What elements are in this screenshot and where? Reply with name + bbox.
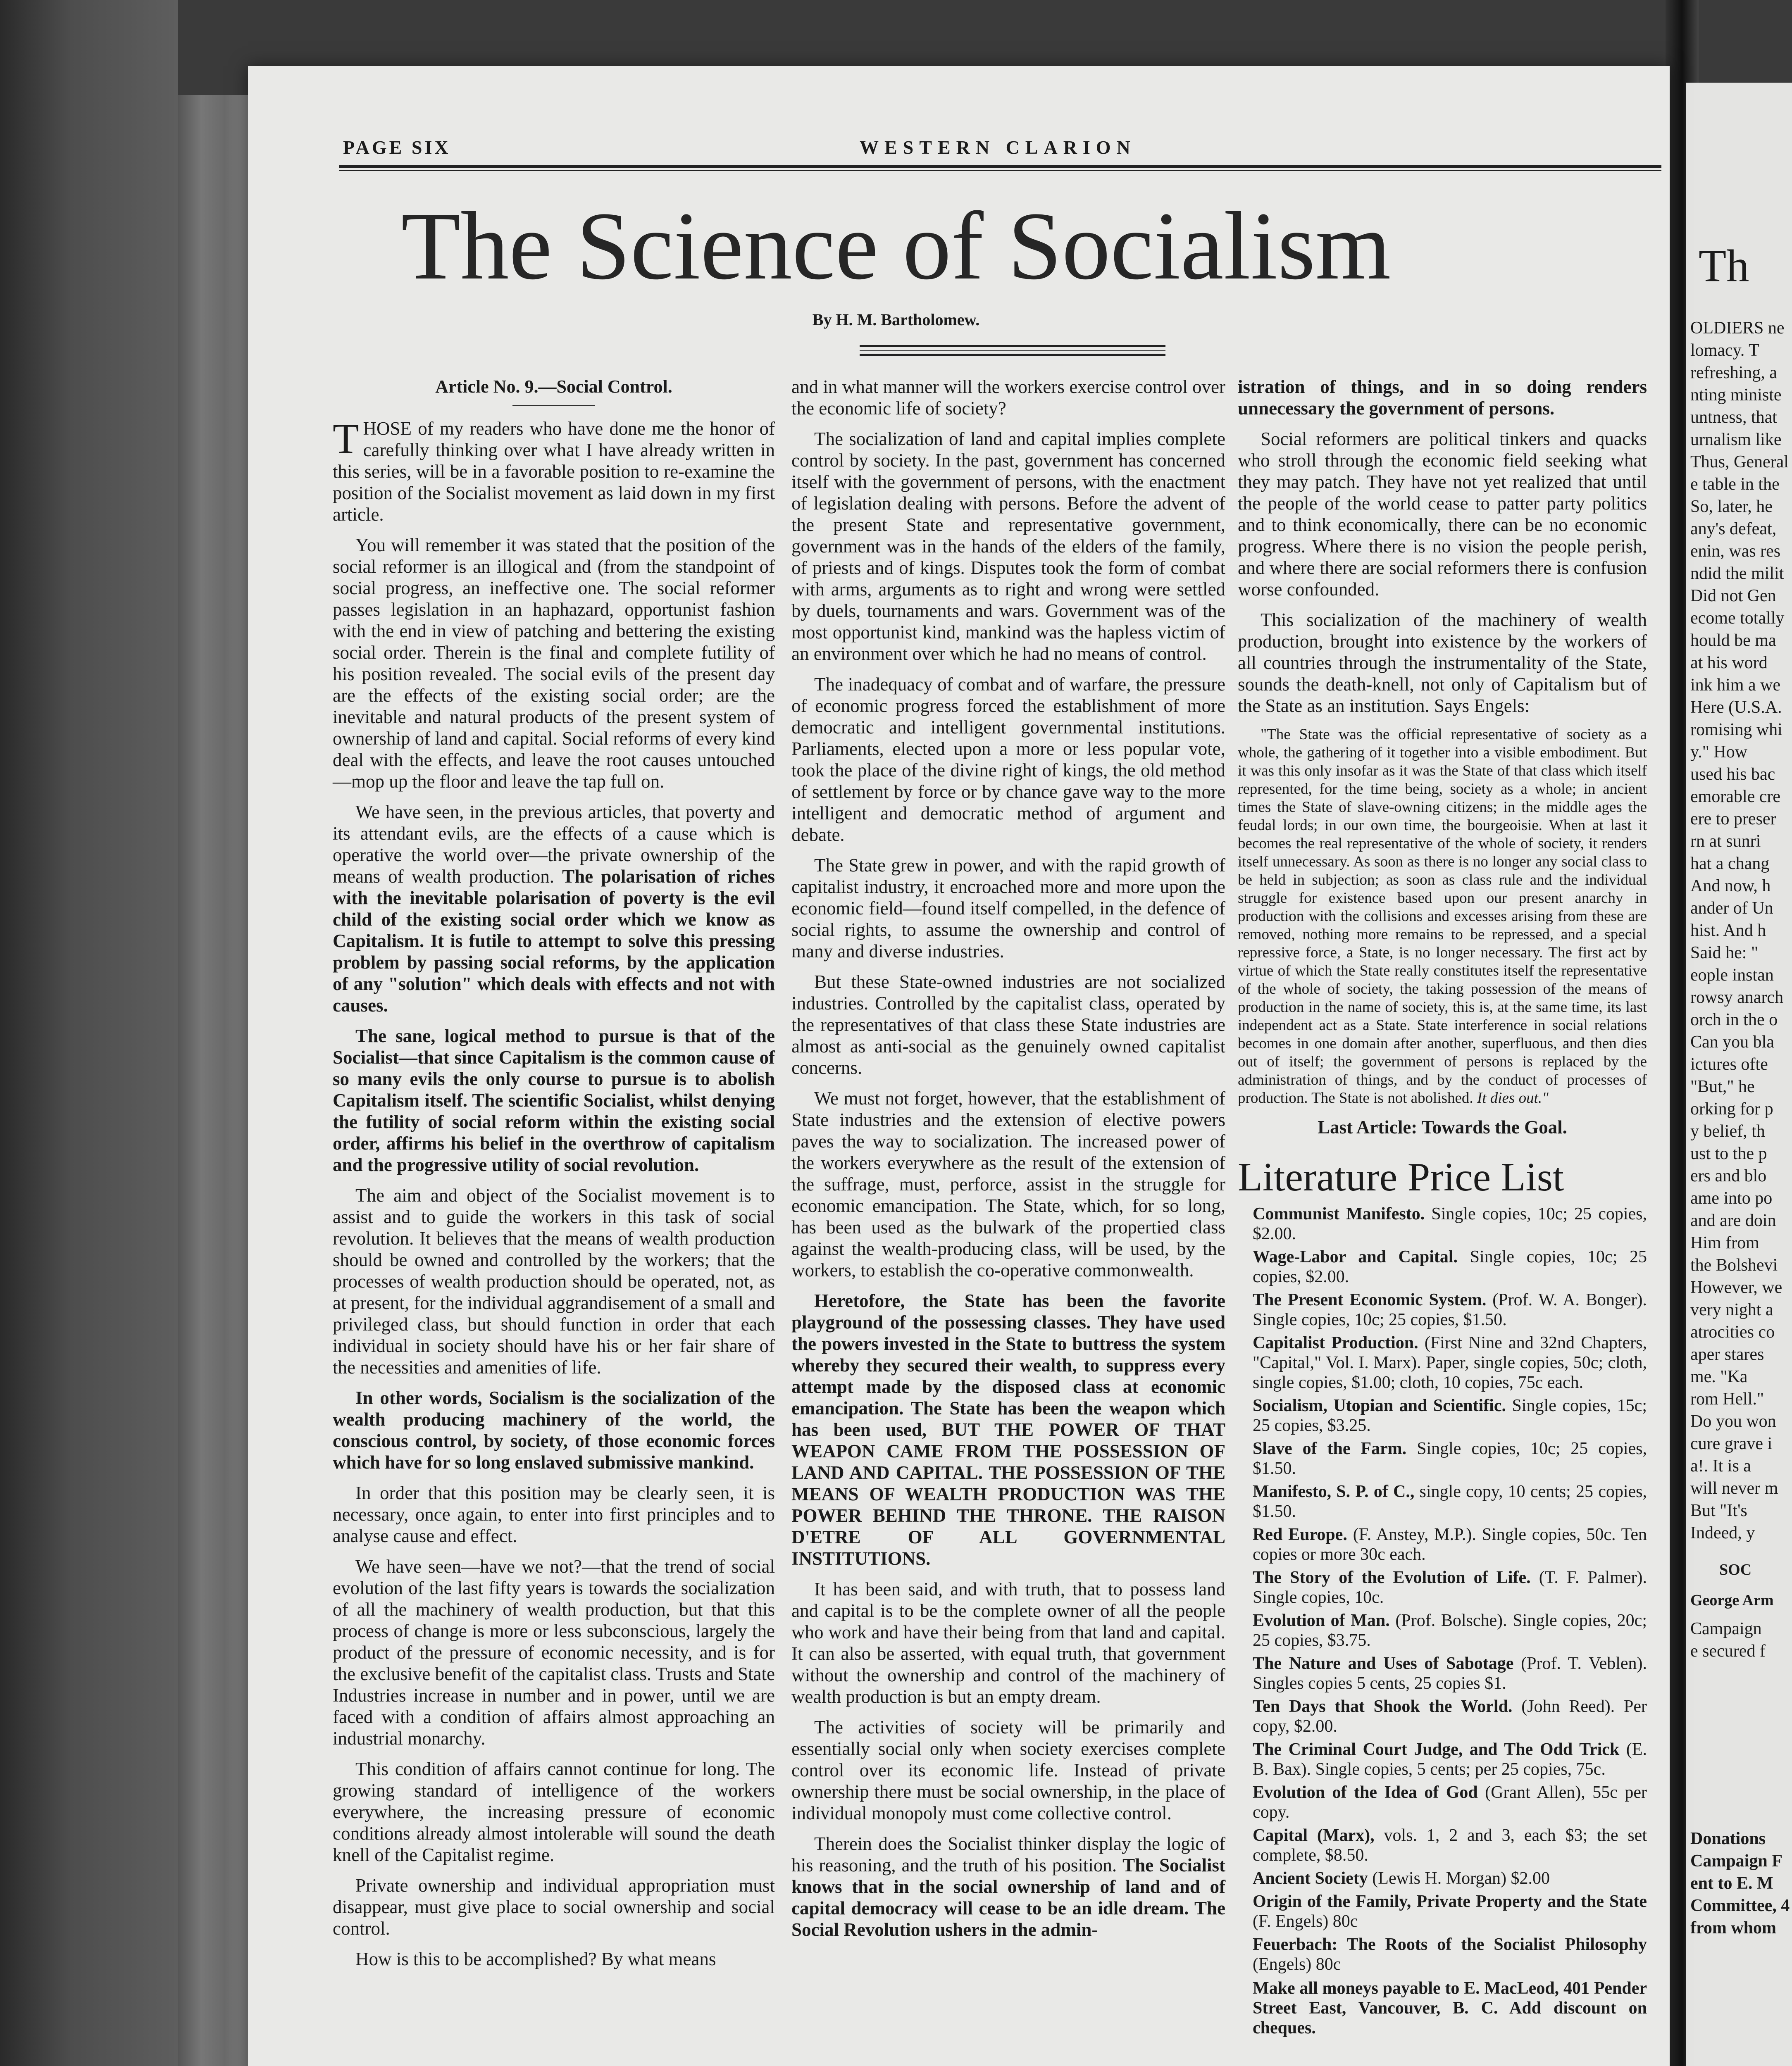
adjacent-page-line: Campaign xyxy=(1690,1619,1762,1638)
adjacent-page-line: eople instan xyxy=(1690,966,1774,985)
paragraph: This socialization of the machinery of wealth production, brought into existence by the workers of all countries through the instrumentality of the State, sounds the death-knell, not only of Capitalism but of the State as an institution. Says Engels: xyxy=(1238,609,1647,716)
adjacent-page-line: Committee, 4 xyxy=(1690,1896,1790,1915)
adjacent-page-line: ust to the p xyxy=(1690,1144,1767,1163)
price-list-item: The Nature and Uses of Sabotage (Prof. T. Veblen). Singles copies 5 cents, 25 copies $1. xyxy=(1253,1654,1647,1693)
adjacent-page-title: Th xyxy=(1699,240,1749,291)
adjacent-page-line: e secured f xyxy=(1690,1642,1766,1661)
article-column-3 xyxy=(1238,376,1647,2038)
adjacent-page-line: Do you won xyxy=(1690,1412,1776,1431)
title-rule xyxy=(860,345,1165,347)
article-subtitle: Article No. 9.—Social Control. xyxy=(435,376,672,397)
newspaper-name: WESTERN CLARION xyxy=(860,137,1136,158)
paragraph: THOSE of my readers who have done me the honor of carefully thinking over what I have already written in this series, will be in a favorable position to re-examine the position of the Socialist movement as laid down in my first article. xyxy=(333,415,775,525)
adjacent-page-line: very night a xyxy=(1690,1300,1773,1319)
adjacent-page-signature: George Arm xyxy=(1690,1592,1774,1609)
adjacent-page-line: orch in the o xyxy=(1690,1010,1778,1029)
article-column-2 xyxy=(791,376,1225,1949)
adjacent-page-line: aper stares xyxy=(1690,1345,1764,1364)
adjacent-page-line: y." How xyxy=(1690,743,1748,762)
paragraph: The inadequacy of combat and of warfare, the pressure of economic progress forced the establishment of more democratic and intelligent governmental institutions. Parliaments, elected upon a more or less popular vote, took the place of the divine right of kings, the old method of settlement by force or by chance gave way to the more intelligent and democratic method of argument and debate. xyxy=(791,674,1225,845)
adjacent-page-line: used his bac xyxy=(1690,765,1775,784)
subtitle-rule xyxy=(512,405,595,406)
price-list-title: Literature Price List xyxy=(1238,1155,1564,1200)
adjacent-page-line: hat a chang xyxy=(1690,854,1770,873)
adjacent-page-line: refreshing, a xyxy=(1690,363,1777,382)
adjacent-page-line: Indeed, y xyxy=(1690,1523,1755,1542)
paragraph: We have seen, in the previous articles, that poverty and its attendant evils, are the effects of a cause which is operative the world over—the private ownership of the means of wealth production. The polarisation of riches with the inevitable polarisation of poverty is the evil child of the existing social order which we know as Capitalism. It is futile to attempt to solve this pressing problem by passing social reforms, by the application of any "solution" which deals with effects and not with causes. xyxy=(333,802,775,1016)
adjacent-page-line: me. "Ka xyxy=(1690,1367,1748,1386)
adjacent-page-line: will never m xyxy=(1690,1479,1778,1498)
price-list-item: The Present Economic System. (Prof. W. A. Bonger). Single copies, 10c; 25 copies, $1.50. xyxy=(1253,1290,1647,1329)
adjacent-page-line: rowsy anarch xyxy=(1690,988,1784,1007)
adjacent-page-line: Thus, General xyxy=(1690,452,1789,471)
adjacent-page-line: Campaign F xyxy=(1690,1852,1782,1871)
adjacent-page-line: Said he: " xyxy=(1690,943,1759,962)
price-list-item: Feuerbach: The Roots of the Socialist Philosophy (Engels) 80c xyxy=(1253,1935,1647,1974)
adjacent-page-line: OLDIERS ne xyxy=(1690,319,1785,338)
adjacent-page-line: "But," he xyxy=(1690,1077,1755,1096)
adjacent-page-line: ame into po xyxy=(1690,1189,1773,1208)
paragraph: The activities of society will be primarily and essentially social only when society exercises complete control over its economic life. Instead of private ownership there must be social ownership, in the place of individual monopoly must come collective control. xyxy=(791,1717,1225,1823)
price-list-item: Capitalist Production. (First Nine and 32nd Chapters, "Capital," Vol. I. Marx). Paper, single copies, 50c; cloth, single copies, $1.00; cloth, 10 copies, 75c each. xyxy=(1253,1333,1647,1392)
price-list-item: The Story of the Evolution of Life. (T. F. Palmer). Single copies, 10c. xyxy=(1253,1568,1647,1607)
adjacent-page-line: from whom xyxy=(1690,1918,1777,1937)
paragraph: In other words, Socialism is the socialization of the wealth producing machinery of the world, the conscious control, by society, of those economic forces which have for so long enslaved submissive mankind. xyxy=(333,1388,775,1473)
adjacent-page-line: ers and blo xyxy=(1690,1166,1767,1185)
adjacent-page-line: the Bolshevi xyxy=(1690,1256,1778,1275)
price-list-item: Wage-Labor and Capital. Single copies, 10c; 25 copies, $2.00. xyxy=(1253,1247,1647,1286)
adjacent-page-line: emorable cre xyxy=(1690,787,1781,806)
price-list-item: Socialism, Utopian and Scientific. Single copies, 15c; 25 copies, $3.25. xyxy=(1253,1396,1647,1435)
adjacent-page-line: hould be ma xyxy=(1690,631,1776,650)
adjacent-page-line: e table in the xyxy=(1690,475,1780,494)
drop-cap: T xyxy=(333,415,359,462)
adjacent-page-line: untness, that xyxy=(1690,408,1777,427)
adjacent-page-line: y belief, th xyxy=(1690,1122,1765,1141)
adjacent-page-line: Can you bla xyxy=(1690,1033,1774,1052)
paragraph: The State grew in power, and with the rapid growth of capitalist industry, it encroached more and more upon the economic field—found itself compelled, in the defence of social rights, to assume the ownership and control of many and diverse industries. xyxy=(791,855,1225,962)
header-rule xyxy=(339,165,1661,168)
adjacent-page-line: any's defeat, xyxy=(1690,519,1777,538)
adjacent-page-line: ictures ofte xyxy=(1690,1055,1768,1074)
adjacent-page-line: orking for p xyxy=(1690,1100,1773,1119)
paragraph: How is this to be accomplished? By what means xyxy=(355,1949,716,1969)
title-rule-thin xyxy=(860,350,1165,351)
price-list-item: Communist Manifesto. Single copies, 10c; 25 copies, $2.00. xyxy=(1253,1204,1647,1243)
adjacent-page-line: a!. It is a xyxy=(1690,1457,1751,1476)
paragraph: It has been said, and with truth, that to possess land and capital is to be the complete owner of all the people who work and have their being from that land and capital. It can also be asserted, with equal truth, that government without the ownership and control of the machinery of wealth production is but an empty dream. xyxy=(791,1579,1225,1707)
adjacent-page-line: cure grave i xyxy=(1690,1434,1773,1453)
adjacent-page-line: enin, was res xyxy=(1690,542,1781,561)
adjacent-page-text xyxy=(1686,317,1792,1544)
byline: By H. M. Bartholomew. xyxy=(812,310,980,329)
adjacent-page-line: ander of Un xyxy=(1690,899,1773,918)
adjacent-page-line: rom Hell." xyxy=(1690,1390,1764,1409)
adjacent-page-line: And now, h xyxy=(1690,876,1771,895)
paragraph: The aim and object of the Socialist movement is to assist and to guide the workers in this task of social revolution. It believes that the means of wealth production should be owned and controlled by the workers; that the processes of wealth production should be operated, not, as at present, for the individual aggrandisement of a small and privileged class, but should function in order that each individual in society should have his or her fair share of the necessities and amenities of life. xyxy=(333,1185,775,1378)
paragraph: Private ownership and individual appropriation must disappear, must give place to social ownership and social control. xyxy=(333,1875,775,1939)
engels-quote: "The State was the official representative of society as a whole, the gathering of it together into a visible embodiment. But it was this only insofar as it was the State of that class which itself represented, for the time being, society as a whole; in ancient times the State of slave-owning citizens; in the middle ages the feudal lords; in our own time, the bourgeoisie. When at last it becomes the real representative of the whole of society, it renders itself unnecessary. As soon as there is no longer any social class to be held in subjection; as soon as class rule and the individual struggle for existence based upon our present anarchy in production with the collisions and excesses arising from these are removed, nothing more remains to be repressed, and a special repressive force, a State, is no longer necessary. The first act by virtue of which the State really constitutes itself the representative of the whole of society, the taking possession of the means of production in the name of society, this is, at the same time, its last independent act as a State. State interference in social relations becomes in one domain after another, superfluous, and then dies out of itself; the government of persons is replaced by the administration of things, and by the conduct of processes of production. The State is not abolished. It dies out." xyxy=(1238,726,1647,1107)
title-rule xyxy=(860,354,1165,356)
payment-note: Make all moneys payable to E. MacLeod, 401 Pender Street East, Vancouver, B. C. Add discount on cheques. xyxy=(1253,1979,1647,2037)
paragraph: istration of things, and in so doing renders unnecessary the government of persons. xyxy=(1238,376,1647,419)
paragraph: But these State-owned industries are not socialized industries. Controlled by the capitalist class, operated by the representatives of that class these State industries are almost as anti-social as the genuinely owned capitalist concerns. xyxy=(791,971,1225,1078)
last-article-note: Last Article: Towards the Goal. xyxy=(1318,1117,1567,1138)
adjacent-page-line: But "It's xyxy=(1690,1501,1747,1520)
paragraph: This condition of affairs cannot continue for long. The growing standard of intelligence of the workers everywhere, the increasing pressure of economic conditions already almost intolerable will sound the death knell of the Capitalist regime. xyxy=(333,1759,775,1865)
adjacent-page-line: rn at sunri xyxy=(1690,832,1761,851)
adjacent-page-line: ere to preser xyxy=(1690,809,1776,828)
price-list-item: Evolution of Man. (Prof. Bolsche). Single copies, 20c; 25 copies, $3.75. xyxy=(1253,1611,1647,1650)
adjacent-page-line: urnalism like xyxy=(1690,430,1782,449)
price-list-item: Slave of the Farm. Single copies, 10c; 25 copies, $1.50. xyxy=(1253,1439,1647,1478)
price-list-item: Capital (Marx), vols. 1, 2 and 3, each $3; the set complete, $8.50. xyxy=(1253,1826,1647,1865)
book-binding-edge xyxy=(178,95,256,2066)
adjacent-page-line: Donations xyxy=(1690,1829,1766,1848)
adjacent-page-line: atrocities co xyxy=(1690,1323,1775,1342)
header-rule-thin xyxy=(339,170,1661,171)
adjacent-page-text-2 xyxy=(1686,1618,1792,1662)
adjacent-page-line: Him from xyxy=(1690,1233,1759,1252)
paragraph: and in what manner will the workers exercise control over the economic life of society? xyxy=(791,376,1225,419)
price-list-item: Ancient Society (Lewis H. Morgan) $2.00 xyxy=(1253,1869,1550,1888)
paragraph: Therein does the Socialist thinker display the logic of his reasoning, and the truth of his position. The Socialist knows that in the social ownership of land and of capital democracy will cease to be an idle dream. The Social Revolution ushers in the admin- xyxy=(791,1833,1226,1940)
adjacent-page-line: ent to E. M xyxy=(1690,1874,1773,1893)
adjacent-page-line: romising whi xyxy=(1690,720,1782,739)
price-list-item: Origin of the Family, Private Property and the State (F. Engels) 80c xyxy=(1253,1892,1647,1931)
price-list xyxy=(1238,1204,1647,1974)
price-list-item: The Criminal Court Judge, and The Odd Trick (E. B. Bax). Single copies, 5 cents; per 25 copies, 75c. xyxy=(1253,1740,1647,1779)
adjacent-page-line: Here (U.S.A. xyxy=(1690,698,1782,717)
adjacent-page-line: So, later, he xyxy=(1690,497,1773,516)
adjacent-page-line: nting ministe xyxy=(1690,386,1782,405)
article-column-1 xyxy=(333,376,775,1979)
adjacent-page xyxy=(1686,83,1792,2066)
paragraph: In order that this position may be clearly seen, it is necessary, once again, to enter into first principles and to analyse cause and effect. xyxy=(333,1483,775,1546)
adjacent-page-line: ecome totally xyxy=(1690,609,1785,628)
price-list-item: Evolution of the Idea of God (Grant Allen), 55c per copy. xyxy=(1253,1783,1647,1822)
article-headline: The Science of Socialism xyxy=(401,192,1391,300)
paragraph: Social reformers are political tinkers and quacks who stroll through the economic field seeking what they may patch. They have not yet realized that until the people of the world cease to patter party politics and to think economically, there can be no economic progress. Where there is no vision the people perish, and where there are social reformers there is confusion worse confounded. xyxy=(1238,428,1647,600)
paragraph: The sane, logical method to pursue is that of the Socialist—that since Capitalism is the common cause of so many evils the only course to pursue is to abolish Capitalism itself. The scientific Socialist, whilst denying the futility of social reform within the existing social order, affirms his belief in the overthrow of capitalism and the progressive utility of social revolution. xyxy=(333,1026,775,1175)
adjacent-page-line: at his word xyxy=(1690,653,1768,672)
adjacent-page-line: lomacy. T xyxy=(1690,341,1759,360)
paragraph: You will remember it was stated that the position of the social reformer is an illogical and (from the standpoint of social progress, an ineffective one. The social reformer passes legislation in an haphazard, opportunist fashion with the end in view of patching and bettering the existing social order. Therein is the final and complete futility of his position revealed. The social evils of the present day are the effects of the existing social order; are the inevitable and natural products of the present system of ownership of land and capital. Social reforms of every kind deal with the effects, and leave the root causes untouched—mop up the floor and leave the tap full on. xyxy=(333,535,775,792)
adjacent-page-line: Did not Gen xyxy=(1690,586,1776,605)
adjacent-page-text-3 xyxy=(1686,1828,1792,1939)
adjacent-page-line: hist. And h xyxy=(1690,921,1766,940)
price-list-item: Manifesto, S. P. of C., single copy, 10 cents; 25 copies, $1.50. xyxy=(1253,1482,1647,1521)
adjacent-page-line: ndid the milit xyxy=(1690,564,1784,583)
paragraph: The socialization of land and capital implies complete control by society. In the past, government has concerned itself with the government of persons, with the enactment of legislation dealing with persons. Before the advent of the present State and representative government, government was in the hands of the elders of the family, of priests and of kings. Disputes took the form of combat with arms, arguments as to right and wrong were settled by duels, tournaments and wars. Government was of the most opportunist kind, mankind was the hapless victim of an environment over which he had no means of control. xyxy=(791,428,1225,664)
adjacent-page-line: However, we xyxy=(1690,1278,1782,1297)
paragraph: Heretofore, the State has been the favorite playground of the possessing classes. They have used the powers invested in the State to buttress the system whereby they secured their wealth, to suppress every attempt made by the disposed class at economic emancipation. The State has been the weapon which has been used, BUT THE POWER OF THAT WEAPON CAME FROM THE POSSESSION OF LAND AND CAPITAL. THE POSSESSION OF THE MEANS OF WEALTH PRODUCTION WAS THE POWER BEHIND THE THRONE. THE RAISON D'ETRE OF ALL GOVERNMENTAL INSTITUTIONS. xyxy=(791,1290,1225,1569)
price-list-item: Ten Days that Shook the World. (John Reed). Per copy, $2.00. xyxy=(1253,1697,1647,1736)
adjacent-page-line: ink him a we xyxy=(1690,676,1781,695)
adjacent-page-line: and are doin xyxy=(1690,1211,1776,1230)
paragraph: We have seen—have we not?—that the trend of social evolution of the last fifty years is towards the socialization of all the machinery of wealth production, but that this process of change is more or less subconscious, largely the product of the pressure of economic necessity, and is for the exclusive benefit of the capitalist class. Trusts and State Industries increase in number and in power, until we are faced with a condition of affairs almost approaching an industrial monarchy. xyxy=(333,1556,775,1749)
paragraph: We must not forget, however, that the establishment of State industries and the extension of elective powers paves the way to socialization. The increased power of the workers everywhere as the result of the extension of the suffrage, must, perforce, assist in the struggle for economic emancipation. The State, which, for so long, has been used as the bulwark of the propertied class against the wealth-producing class, will be used, by the workers, to establish the co-operative commonwealth. xyxy=(791,1088,1225,1281)
page-label: PAGE SIX xyxy=(343,137,451,158)
price-list-item: Red Europe. (F. Anstey, M.P.). Single copies, 50c. Ten copies or more 30c each. xyxy=(1253,1525,1647,1564)
adjacent-page-heading: SOC xyxy=(1719,1561,1752,1578)
